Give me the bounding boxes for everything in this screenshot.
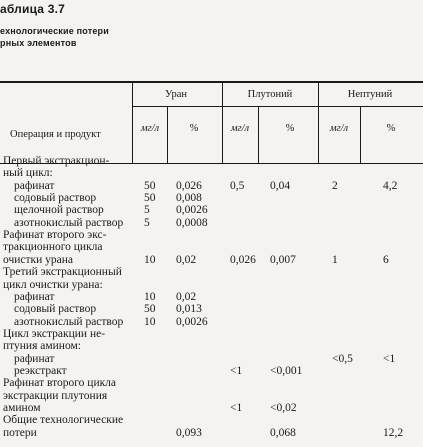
row-value: 5 <box>144 204 150 217</box>
row-value: 12,2 <box>383 426 404 439</box>
rule-col-unit-2 <box>360 107 361 164</box>
rule-group-under <box>132 106 423 107</box>
row-value: 0,0026 <box>176 204 208 217</box>
row-value: 6 <box>383 253 389 266</box>
row-value: <1 <box>383 352 396 365</box>
row-value: <0,5 <box>332 352 353 365</box>
row-label: амином <box>3 402 41 414</box>
row-label: азотнокислый раствор <box>14 216 124 229</box>
row-value: 5 <box>144 216 150 229</box>
row-label: Рафинат второго экс- <box>3 229 107 242</box>
row-value: 2 <box>332 179 338 192</box>
row-label: рафинат <box>14 290 55 303</box>
row-value: <0,02 <box>270 402 297 414</box>
row-value: 0,04 <box>270 179 291 192</box>
row-label: содовый раствор <box>14 303 97 316</box>
table-title-line-2: рных элементов <box>0 38 77 48</box>
rule-col-unit-1 <box>258 107 259 164</box>
row-value: 0,5 <box>230 179 245 192</box>
row-label: рафинат <box>14 179 55 192</box>
row-value: 10 <box>144 315 156 328</box>
row-value: 50 <box>144 192 156 205</box>
row-value: 50 <box>144 303 156 316</box>
row-label: экстракции плутония <box>3 389 108 402</box>
row-label: содовый раствор <box>14 192 97 205</box>
row-label: азотнокислый раствор <box>14 315 124 328</box>
row-value: 0,068 <box>270 426 296 439</box>
header-group-0: Уран <box>164 89 188 100</box>
rule-col-unit-0 <box>167 107 168 164</box>
row-label: Цикл экстракции не- <box>3 327 106 340</box>
header-unit-5: % <box>386 123 396 134</box>
row-label: потери <box>3 426 37 439</box>
row-label: Общие технологические <box>3 414 124 427</box>
row-value: 0,093 <box>176 426 202 439</box>
row-value: 0,008 <box>176 192 202 205</box>
row-label: Третий экстракционный <box>3 266 122 279</box>
row-value: 0,02 <box>176 253 197 266</box>
row-value: <1 <box>230 402 243 414</box>
header-group-1: Плутоний <box>247 89 293 100</box>
row-value: 4,2 <box>383 179 398 192</box>
row-label: реэкстракт <box>14 364 67 377</box>
header-unit-0: мг/л <box>140 123 160 134</box>
header-unit-2: мг/л <box>230 123 250 134</box>
table-title-line-1: ехнологические потери <box>0 26 109 36</box>
row-label: Первый экстракцион- <box>3 155 110 167</box>
row-label: ный цикл: <box>3 167 53 180</box>
row-label: цикл очистки урана: <box>3 278 103 291</box>
row-value: 1 <box>332 253 338 266</box>
row-label: Рафинат второго цикла <box>3 377 117 390</box>
row-value: <0,001 <box>270 364 303 377</box>
row-value: 0,02 <box>176 290 197 303</box>
row-value: 10 <box>144 253 156 266</box>
header-unit-3: % <box>285 123 295 134</box>
header-unit-1: % <box>189 123 199 134</box>
header-unit-4: мг/л <box>329 123 349 134</box>
rule-top <box>0 81 423 83</box>
row-label: рафинат <box>14 352 55 365</box>
row-label: тракционного цикла <box>3 241 103 254</box>
row-label: птуния амином: <box>3 340 81 353</box>
row-value: 50 <box>144 179 156 192</box>
table-number: аблица 3.7 <box>0 2 65 16</box>
row-value: 0,0026 <box>176 315 208 328</box>
row-value: 0,026 <box>230 253 256 266</box>
row-value: 0,0008 <box>176 216 208 229</box>
row-value: 0,026 <box>176 179 202 192</box>
row-value: 0,007 <box>270 253 296 266</box>
header-operation: Операция и продукт <box>10 129 101 140</box>
row-value: <1 <box>230 364 243 377</box>
row-label: очистки урана <box>3 253 73 266</box>
row-value: 0,013 <box>176 303 202 316</box>
header-group-2: Нептуний <box>347 89 393 100</box>
row-value: 10 <box>144 290 156 303</box>
row-label: щелочной раствор <box>14 204 104 217</box>
